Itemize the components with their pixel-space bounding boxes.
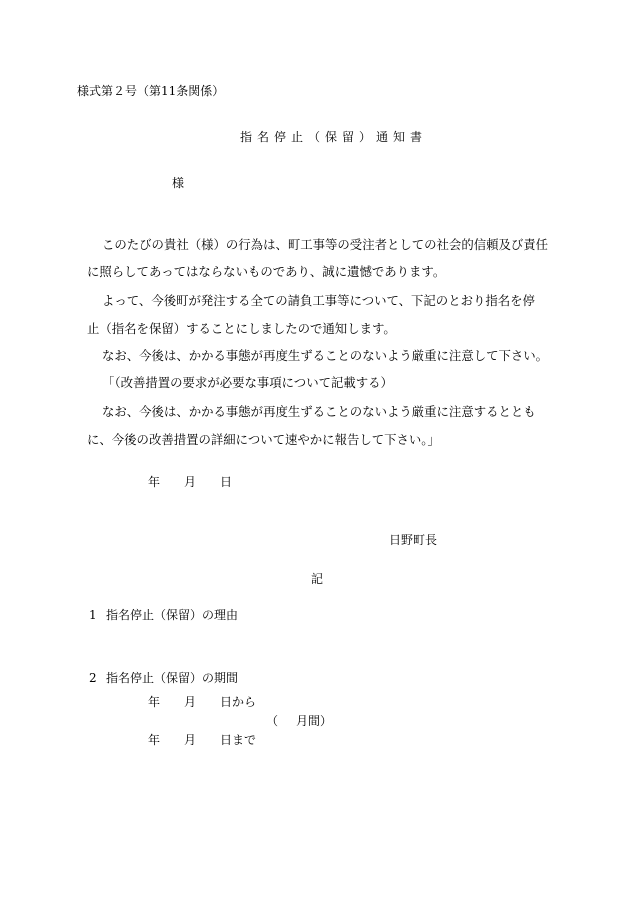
- paragraph-1-line-2: に照らしてあってはならないものであり、誠に遺憾であります。: [87, 264, 446, 279]
- period-months-open: （: [266, 714, 279, 728]
- period-from-day: 日から: [220, 695, 257, 709]
- period-to-day: 日まで: [220, 733, 257, 747]
- paragraph-3: なお、今後は、かかる事態が再度生ずることのないよう厳重に注意して下さい。: [102, 348, 549, 363]
- item-2-number: 2: [89, 671, 97, 685]
- period-to-year: 年: [148, 733, 161, 747]
- signer-name: 日野町長: [389, 533, 438, 547]
- item-1-label: 指名停止（保留）の理由: [106, 608, 239, 622]
- date-day: 日: [220, 475, 233, 489]
- paragraph-2-line-2: 止（指名を保留）することにしましたので通知します。: [87, 321, 396, 336]
- date-year: 年: [148, 475, 161, 489]
- addressee-suffix: 様: [172, 176, 185, 190]
- period-to-month: 月: [184, 733, 197, 747]
- date-month: 月: [184, 475, 197, 489]
- alternative-line-2: に、今後の改善措置の詳細について速やかに報告して下さい。」: [87, 432, 440, 447]
- paragraph-2-line-1: よって、今後町が発注する全ての請負工事等について、下記のとおり指名を停: [102, 293, 535, 308]
- ki-heading: 記: [311, 572, 324, 586]
- alternative-line-1: なお、今後は、かかる事態が再度生ずることのないよう厳重に注意するととも: [102, 404, 536, 419]
- item-1-number: 1: [89, 608, 97, 622]
- period-from-month: 月: [184, 695, 197, 709]
- form-label: 様式第２号（第11条関係）: [77, 84, 225, 98]
- period-from-year: 年: [148, 695, 161, 709]
- period-months-close: 月間）: [296, 714, 333, 728]
- alternative-note: 「（改善措置の要求が必要な事項について記載する）: [102, 375, 393, 390]
- paragraph-1-line-1: このたびの貴社（様）の行為は、町工事等の受注者としての社会的信頼及び責任: [102, 237, 549, 252]
- item-2-label: 指名停止（保留）の期間: [106, 671, 239, 685]
- document-title: 指名停止（保留）通知書: [240, 130, 428, 144]
